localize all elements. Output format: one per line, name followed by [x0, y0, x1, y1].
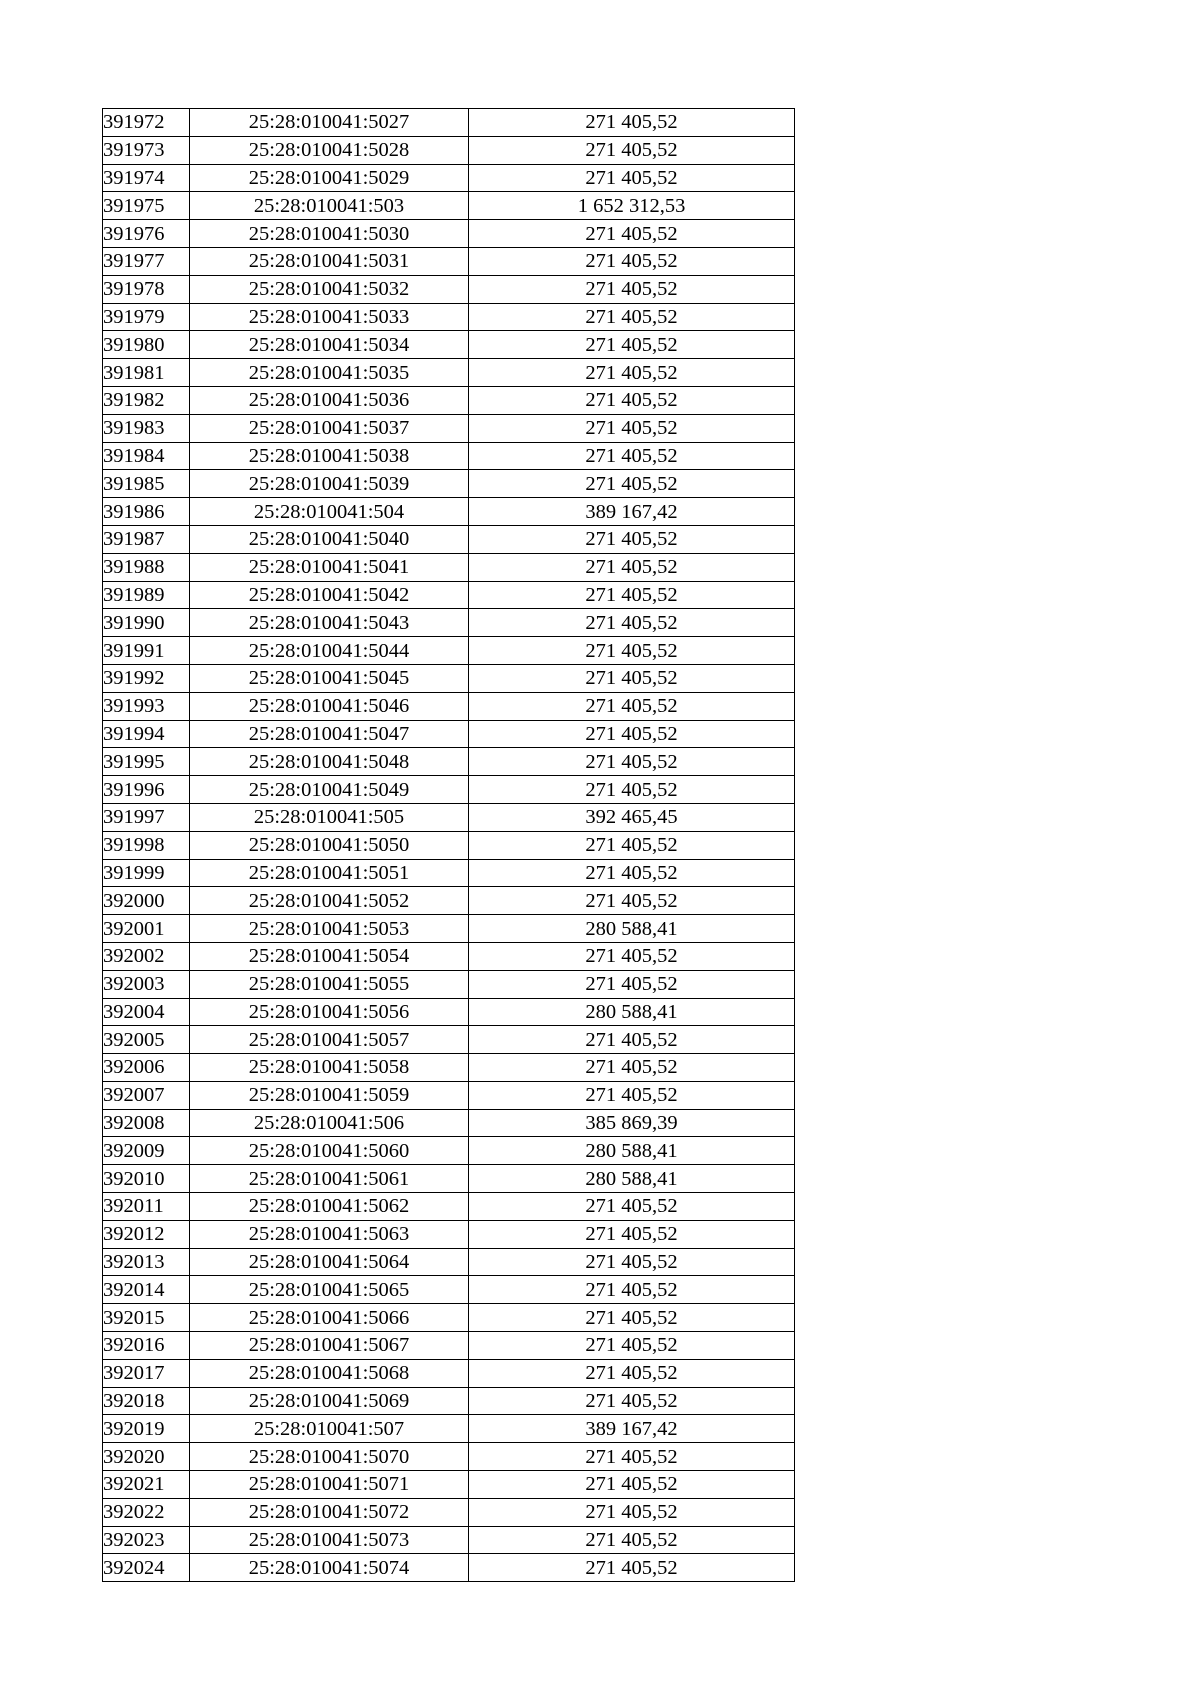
table-row [103, 720, 795, 748]
cadastral-value-cell: 271 405,52 [469, 136, 795, 164]
row-number-cell: 391979 [103, 303, 190, 331]
table-row [103, 1359, 795, 1387]
cadastral-number-cell: 25:28:010041:5073 [190, 1526, 469, 1554]
cadastral-value-cell: 271 405,52 [469, 442, 795, 470]
row-number-cell: 392009 [103, 1137, 190, 1165]
cadastral-value-cell: 271 405,52 [469, 581, 795, 609]
row-number-cell: 391973 [103, 136, 190, 164]
cadastral-value-cell: 271 405,52 [469, 1526, 795, 1554]
cadastral-number-cell: 25:28:010041:5069 [190, 1387, 469, 1415]
cadastral-value-cell: 271 405,52 [469, 1387, 795, 1415]
row-number-cell: 392021 [103, 1471, 190, 1499]
table-row [103, 525, 795, 553]
cadastral-number-cell: 25:28:010041:5057 [190, 1026, 469, 1054]
row-number-cell: 391978 [103, 275, 190, 303]
cadastral-number-cell: 25:28:010041:5064 [190, 1248, 469, 1276]
table-body [103, 109, 795, 1582]
table-row [103, 1026, 795, 1054]
table-row [103, 331, 795, 359]
table-row [103, 1471, 795, 1499]
row-number-cell: 392016 [103, 1332, 190, 1360]
table-row [103, 915, 795, 943]
table-row [103, 1526, 795, 1554]
row-number-cell: 392014 [103, 1276, 190, 1304]
cadastral-number-cell: 25:28:010041:5041 [190, 553, 469, 581]
cadastral-value-cell: 271 405,52 [469, 1443, 795, 1471]
cadastral-number-cell: 25:28:010041:5065 [190, 1276, 469, 1304]
cadastral-number-cell: 25:28:010041:5063 [190, 1220, 469, 1248]
cadastral-number-cell: 25:28:010041:507 [190, 1415, 469, 1443]
row-number-cell: 391996 [103, 776, 190, 804]
cadastral-value-cell: 271 405,52 [469, 692, 795, 720]
row-number-cell: 392002 [103, 942, 190, 970]
table-row [103, 748, 795, 776]
cadastral-number-cell: 25:28:010041:5054 [190, 942, 469, 970]
cadastral-number-cell: 25:28:010041:5070 [190, 1443, 469, 1471]
row-number-cell: 391981 [103, 359, 190, 387]
cadastral-value-cell: 271 405,52 [469, 942, 795, 970]
table-row [103, 414, 795, 442]
row-number-cell: 392017 [103, 1359, 190, 1387]
cadastral-value-cell: 280 588,41 [469, 915, 795, 943]
table-row [103, 1054, 795, 1082]
row-number-cell: 392003 [103, 970, 190, 998]
cadastral-number-cell: 25:28:010041:503 [190, 192, 469, 220]
row-number-cell: 392023 [103, 1526, 190, 1554]
cadastral-value-cell: 271 405,52 [469, 776, 795, 804]
table-row [103, 1415, 795, 1443]
row-number-cell: 392022 [103, 1498, 190, 1526]
table-row [103, 553, 795, 581]
cadastral-value-cell: 271 405,52 [469, 720, 795, 748]
table-row [103, 247, 795, 275]
cadastral-number-cell: 25:28:010041:5061 [190, 1165, 469, 1193]
table-row [103, 109, 795, 137]
cadastral-number-cell: 25:28:010041:5045 [190, 664, 469, 692]
table-row [103, 192, 795, 220]
row-number-cell: 392020 [103, 1443, 190, 1471]
table-row [103, 1220, 795, 1248]
cadastral-number-cell: 25:28:010041:5074 [190, 1554, 469, 1582]
cadastral-number-cell: 25:28:010041:5058 [190, 1054, 469, 1082]
cadastral-number-cell: 25:28:010041:5030 [190, 220, 469, 248]
cadastral-number-cell: 25:28:010041:5059 [190, 1081, 469, 1109]
row-number-cell: 392024 [103, 1554, 190, 1582]
cadastral-value-cell: 271 405,52 [469, 1304, 795, 1332]
cadastral-value-cell: 271 405,52 [469, 1193, 795, 1221]
row-number-cell: 392007 [103, 1081, 190, 1109]
table-row [103, 386, 795, 414]
table-row [103, 275, 795, 303]
row-number-cell: 391995 [103, 748, 190, 776]
row-number-cell: 391974 [103, 164, 190, 192]
cadastral-value-cell: 392 465,45 [469, 803, 795, 831]
cadastral-number-cell: 25:28:010041:5028 [190, 136, 469, 164]
cadastral-value-cell: 271 405,52 [469, 748, 795, 776]
cadastral-value-cell: 271 405,52 [469, 637, 795, 665]
table-row [103, 970, 795, 998]
table-row [103, 442, 795, 470]
cadastral-value-cell: 389 167,42 [469, 1415, 795, 1443]
row-number-cell: 391990 [103, 609, 190, 637]
row-number-cell: 392018 [103, 1387, 190, 1415]
cadastral-number-cell: 25:28:010041:5035 [190, 359, 469, 387]
cadastral-number-cell: 25:28:010041:5060 [190, 1137, 469, 1165]
cadastral-number-cell: 25:28:010041:505 [190, 803, 469, 831]
cadastral-value-cell: 1 652 312,53 [469, 192, 795, 220]
cadastral-number-cell: 25:28:010041:5042 [190, 581, 469, 609]
cadastral-number-cell: 25:28:010041:5039 [190, 470, 469, 498]
table-row [103, 637, 795, 665]
cadastral-value-cell: 271 405,52 [469, 275, 795, 303]
cadastral-number-cell: 25:28:010041:5062 [190, 1193, 469, 1221]
cadastral-value-cell: 271 405,52 [469, 553, 795, 581]
cadastral-value-cell: 271 405,52 [469, 109, 795, 137]
row-number-cell: 391977 [103, 247, 190, 275]
table-row [103, 1081, 795, 1109]
cadastral-number-cell: 25:28:010041:5040 [190, 525, 469, 553]
table-row [103, 303, 795, 331]
cadastral-number-cell: 25:28:010041:5036 [190, 386, 469, 414]
table-row [103, 498, 795, 526]
cadastral-number-cell: 25:28:010041:5037 [190, 414, 469, 442]
cadastral-value-cell: 271 405,52 [469, 386, 795, 414]
row-number-cell: 391983 [103, 414, 190, 442]
cadastral-value-cell: 271 405,52 [469, 1554, 795, 1582]
cadastral-value-cell: 271 405,52 [469, 970, 795, 998]
row-number-cell: 392004 [103, 998, 190, 1026]
cadastral-value-cell: 271 405,52 [469, 1054, 795, 1082]
cadastral-number-cell: 25:28:010041:5044 [190, 637, 469, 665]
row-number-cell: 392015 [103, 1304, 190, 1332]
cadastral-value-cell: 271 405,52 [469, 859, 795, 887]
cadastral-number-cell: 25:28:010041:5034 [190, 331, 469, 359]
cadastral-number-cell: 25:28:010041:5067 [190, 1332, 469, 1360]
cadastral-value-cell: 271 405,52 [469, 609, 795, 637]
cadastral-value-cell: 271 405,52 [469, 220, 795, 248]
row-number-cell: 391991 [103, 637, 190, 665]
cadastral-number-cell: 25:28:010041:5032 [190, 275, 469, 303]
table-row [103, 1248, 795, 1276]
cadastral-value-cell: 280 588,41 [469, 1137, 795, 1165]
table-row [103, 1276, 795, 1304]
row-number-cell: 391992 [103, 664, 190, 692]
cadastral-value-cell: 271 405,52 [469, 331, 795, 359]
cadastral-value-cell: 271 405,52 [469, 831, 795, 859]
row-number-cell: 392012 [103, 1220, 190, 1248]
cadastral-number-cell: 25:28:010041:5056 [190, 998, 469, 1026]
cadastral-number-cell: 25:28:010041:5052 [190, 887, 469, 915]
cadastral-value-cell: 271 405,52 [469, 359, 795, 387]
row-number-cell: 391988 [103, 553, 190, 581]
table-row [103, 1304, 795, 1332]
row-number-cell: 391984 [103, 442, 190, 470]
row-number-cell: 392011 [103, 1193, 190, 1221]
cadastral-value-cell: 271 405,52 [469, 1359, 795, 1387]
row-number-cell: 391989 [103, 581, 190, 609]
row-number-cell: 391975 [103, 192, 190, 220]
row-number-cell: 392005 [103, 1026, 190, 1054]
cadastral-number-cell: 25:28:010041:5031 [190, 247, 469, 275]
row-number-cell: 391993 [103, 692, 190, 720]
table-row [103, 1165, 795, 1193]
cadastral-number-cell: 25:28:010041:5029 [190, 164, 469, 192]
row-number-cell: 391999 [103, 859, 190, 887]
cadastral-value-cell: 271 405,52 [469, 247, 795, 275]
row-number-cell: 392013 [103, 1248, 190, 1276]
cadastral-number-cell: 25:28:010041:5071 [190, 1471, 469, 1499]
cadastral-value-cell: 271 405,52 [469, 470, 795, 498]
row-number-cell: 391976 [103, 220, 190, 248]
table-row [103, 136, 795, 164]
cadastral-value-cell: 280 588,41 [469, 998, 795, 1026]
row-number-cell: 391987 [103, 525, 190, 553]
cadastral-number-cell: 25:28:010041:5049 [190, 776, 469, 804]
table-row [103, 1554, 795, 1582]
row-number-cell: 392001 [103, 915, 190, 943]
table-row [103, 887, 795, 915]
cadastral-number-cell: 25:28:010041:5066 [190, 1304, 469, 1332]
table-row [103, 164, 795, 192]
cadastral-value-cell: 271 405,52 [469, 1220, 795, 1248]
cadastral-number-cell: 25:28:010041:504 [190, 498, 469, 526]
cadastral-value-cell: 271 405,52 [469, 1248, 795, 1276]
cadastral-value-cell: 271 405,52 [469, 525, 795, 553]
table-row [103, 859, 795, 887]
table-row [103, 359, 795, 387]
cadastral-value-cell: 280 588,41 [469, 1165, 795, 1193]
cadastral-number-cell: 25:28:010041:5050 [190, 831, 469, 859]
row-number-cell: 392019 [103, 1415, 190, 1443]
cadastral-number-cell: 25:28:010041:5068 [190, 1359, 469, 1387]
cadastral-value-cell: 271 405,52 [469, 1498, 795, 1526]
table-row [103, 1137, 795, 1165]
table-row [103, 1443, 795, 1471]
cadastral-number-cell: 25:28:010041:5027 [190, 109, 469, 137]
cadastral-number-cell: 25:28:010041:5051 [190, 859, 469, 887]
cadastral-value-cell: 271 405,52 [469, 664, 795, 692]
row-number-cell: 391986 [103, 498, 190, 526]
table-row [103, 470, 795, 498]
table-row [103, 1109, 795, 1137]
table-row [103, 1498, 795, 1526]
table-row [103, 609, 795, 637]
table-row [103, 1332, 795, 1360]
row-number-cell: 392006 [103, 1054, 190, 1082]
table-row [103, 803, 795, 831]
table-row [103, 220, 795, 248]
cadastral-value-cell: 271 405,52 [469, 414, 795, 442]
table-row [103, 692, 795, 720]
table-row [103, 998, 795, 1026]
cadastral-value-cell: 271 405,52 [469, 164, 795, 192]
cadastral-number-cell: 25:28:010041:5038 [190, 442, 469, 470]
cadastral-value-cell: 271 405,52 [469, 1081, 795, 1109]
table-row [103, 664, 795, 692]
cadastral-value-cell: 385 869,39 [469, 1109, 795, 1137]
cadastral-number-cell: 25:28:010041:5053 [190, 915, 469, 943]
cadastral-value-cell: 271 405,52 [469, 887, 795, 915]
row-number-cell: 392008 [103, 1109, 190, 1137]
table-row [103, 942, 795, 970]
row-number-cell: 392000 [103, 887, 190, 915]
table-row [103, 1387, 795, 1415]
cadastral-value-cell: 271 405,52 [469, 1471, 795, 1499]
row-number-cell: 391994 [103, 720, 190, 748]
row-number-cell: 392010 [103, 1165, 190, 1193]
row-number-cell: 391982 [103, 386, 190, 414]
cadastral-number-cell: 25:28:010041:5072 [190, 1498, 469, 1526]
cadastral-number-cell: 25:28:010041:5055 [190, 970, 469, 998]
cadastral-number-cell: 25:28:010041:5047 [190, 720, 469, 748]
row-number-cell: 391998 [103, 831, 190, 859]
cadastral-value-cell: 271 405,52 [469, 1276, 795, 1304]
cadastral-number-cell: 25:28:010041:5033 [190, 303, 469, 331]
row-number-cell: 391997 [103, 803, 190, 831]
cadastral-number-cell: 25:28:010041:5046 [190, 692, 469, 720]
row-number-cell: 391985 [103, 470, 190, 498]
table-row [103, 581, 795, 609]
row-number-cell: 391980 [103, 331, 190, 359]
cadastral-value-cell: 271 405,52 [469, 303, 795, 331]
cadastral-number-cell: 25:28:010041:5048 [190, 748, 469, 776]
table-row [103, 1193, 795, 1221]
cadastral-number-cell: 25:28:010041:5043 [190, 609, 469, 637]
cadastral-value-table [102, 108, 795, 1582]
cadastral-value-cell: 389 167,42 [469, 498, 795, 526]
table-row [103, 776, 795, 804]
cadastral-value-cell: 271 405,52 [469, 1026, 795, 1054]
cadastral-value-cell: 271 405,52 [469, 1332, 795, 1360]
row-number-cell: 391972 [103, 109, 190, 137]
cadastral-number-cell: 25:28:010041:506 [190, 1109, 469, 1137]
table-row [103, 831, 795, 859]
